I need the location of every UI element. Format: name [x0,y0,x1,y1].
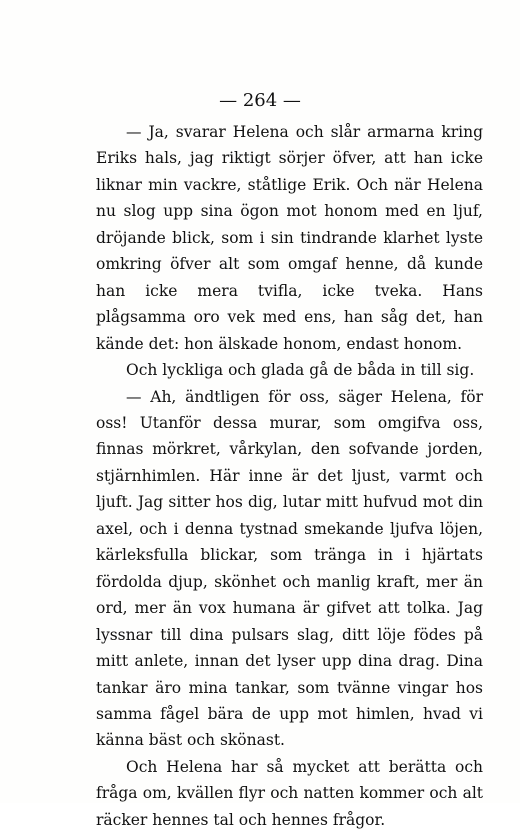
paragraph-2: Och lyckliga och glada gå de båda in till sig. [126,361,475,380]
body-text [96,119,483,833]
page-number: — 264 — [219,90,301,111]
paragraph-1: — Ja, svarar Helena och slår armarna kring Eriks hals, jag riktigt sörjer öfver, att han icke liknar min vackre, ståtlige Erik. Och när Helena nu slog upp sina ögon mot honom med en ljuf, dröjande blick, som i sin tindrande klarhet lyste omkring öfver alt som omgaf henne, då kunde han icke mera tvifla, icke tveka. Hans plågsamma oro vek med ens, han såg det, han kände det: hon älskade honom, endast honom. [96,123,483,353]
paragraph-4: Och Helena har så mycket att berätta och fråga om, kvällen flyr och natten kommer och alt räcker hennes tal och hennes frågor. [96,757,483,829]
paragraph-3: — Ah, ändtligen för oss, säger Helena, för oss! Utanför dessa murar, som omgifva oss, finnas mörkret, vårkylan, den sofvande jorden, stjärnhimlen. Här inne är det ljust, varmt och ljuft. Jag sitter hos dig, lutar mitt hufvud mot din axel, och i denna tystnad smekande ljufva löjen, kärleksfulla blickar, som tränga in i hjärtats fördolda djup, skönhet och manlig kraft, mer än ord, mer än vox humana är gifvet att tolka. Jag lyssnar till dina pulsars slag, ditt löje födes på mitt anlete, innan det lyser upp dina drag. Dina tankar äro mina tankar, som tvänne vingar hos samma fågel bära de upp mot himlen, hvad vi känna bäst och skönast. [96,387,483,750]
